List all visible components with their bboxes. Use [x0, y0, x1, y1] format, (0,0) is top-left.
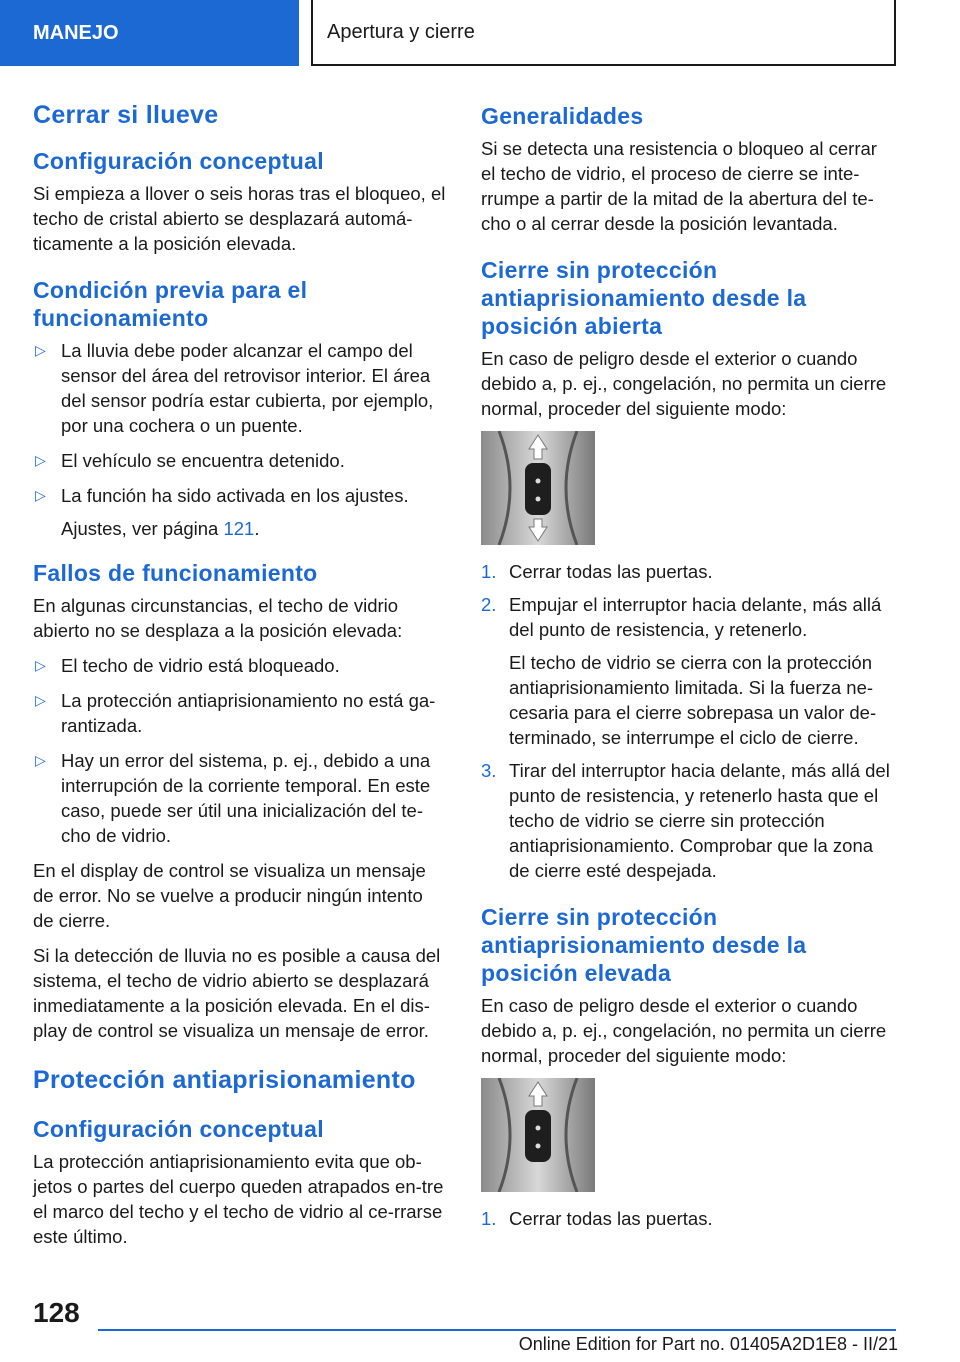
precondition-list — [33, 338, 448, 541]
heading-general: Generalidades — [481, 103, 644, 129]
list-item: 2. Empujar el interruptor hacia delante, más allá del punto de resistencia, y retenerlo. El techo de vidrio se cierra con la protección antiaprisionamiento limitada. Si la fuerza ne-cesaria para el cierre sobrepasa un valor de-terminado, se interrumpe el ciclo de cierre. — [481, 592, 896, 750]
raised-steps-list — [481, 1206, 896, 1231]
page-number: 128 — [33, 1297, 80, 1328]
paragraph-concept-1: Si empieza a llover o seis horas tras el bloqueo, el techo de cristal abierto se desplazará automá-ticamente a la posición elevada. — [33, 183, 446, 255]
fault-list — [33, 653, 448, 848]
footer-divider — [98, 1329, 896, 1331]
settings-reference: Ajustes, ver página 121. — [61, 518, 260, 540]
footer-edition: Online Edition for Part no. 01405A2D1E8 - II/21 — [518, 1334, 898, 1354]
triangle-bullet-icon: ▷ — [35, 487, 46, 504]
paragraph-faults: En algunas circunstancias, el techo de vidrio abierto no se desplaza a la posición elevada: — [33, 595, 403, 642]
list-item: ▷ La lluvia debe poder alcanzar el campo del sensor del área del retrovisor interior. El área del sensor podría estar cubierta, por ejemplo, por una cochera o un puente. — [35, 340, 434, 437]
roof-switch-icon — [481, 1078, 595, 1192]
step-note: El techo de vidrio se cierra con la protección antiaprisionamiento limitada. Si la fuerza ne-cesaria para el cierre sobrepasa un valor de-terminado, se interrumpe el ciclo de cierre. — [509, 652, 877, 749]
triangle-bullet-icon: ▷ — [35, 752, 46, 769]
list-item: 1. Cerrar todas las puertas. — [481, 561, 713, 583]
heading-concept-2: Configuración conceptual — [33, 1115, 324, 1142]
triangle-bullet-icon: ▷ — [35, 692, 46, 709]
list-item: ▷ La función ha sido activada en los ajustes. Ajustes, ver página 121. — [33, 483, 448, 541]
paragraph-close-open: En caso de peligro desde el exterior o cuando debido a, p. ej., congelación, no permita un cierre normal, proceder del siguiente modo: — [481, 348, 887, 420]
list-item: ▷ El vehículo se encuentra detenido. — [35, 450, 345, 472]
list-item: ▷ Hay un error del sistema, p. ej., debido a una interrupción de la corriente temporal. En este caso, puede ser útil una inicialización del te-cho de vidrio. — [35, 750, 431, 847]
page-title — [311, 0, 896, 66]
page-link[interactable]: 121 — [223, 518, 255, 540]
list-item: 1. Cerrar todas las puertas. — [481, 1208, 713, 1230]
list-item: ▷ El techo de vidrio está bloqueado. — [35, 655, 340, 677]
paragraph-detect: Si la detección de lluvia no es posible a causa del sistema, el techo de vidrio abierto se desplazará inmediatamente a la posición elevada. En el dis-play de control se visualiza un mensaje de error. — [33, 945, 441, 1042]
triangle-bullet-icon: ▷ — [35, 657, 46, 674]
heading-concept-1: Configuración conceptual — [33, 148, 324, 175]
chapter-title: Apertura y cierre — [327, 20, 475, 43]
triangle-bullet-icon: ▷ — [35, 342, 46, 359]
heading-close-open: Cierre sin protección antiaprisionamiento desde la posición abierta — [481, 257, 807, 340]
heading-rain: Cerrar si llueve — [33, 101, 219, 129]
heading-faults: Fallos de funcionamiento — [33, 560, 318, 587]
triangle-bullet-icon: ▷ — [35, 452, 46, 469]
heading-antitrap: Protección antiaprisionamiento — [33, 1066, 416, 1095]
paragraph-concept-2: La protección antiaprisionamiento evita que ob-jetos o partes del cuerpo queden atrapados en-tre el marco del techo y el techo de vidrio al ce-rrarse este último. — [33, 1150, 444, 1247]
section-tab: MANEJO — [0, 0, 299, 66]
list-item: 3. Tirar del interruptor hacia delante, más allá del punto de resistencia, y retenerlo hasta que el techo de vidrio se cierre sin protección antiaprisionamiento. Comprobar que la zona de cierre esté despejada. — [481, 760, 890, 882]
left-column — [33, 96, 448, 1259]
list-item: ▷ La protección antiaprisionamiento no está ga-rantizada. — [35, 690, 436, 737]
heading-precondition: Condición previa para el funcionamiento — [33, 277, 308, 332]
paragraph-display: En el display de control se visualiza un mensaje de error. No se vuelve a producir ningún intento de cierre. — [33, 860, 426, 932]
paragraph-close-raised: En caso de peligro desde el exterior o cuando debido a, p. ej., congelación, no permita un cierre normal, proceder del siguiente modo: — [481, 995, 887, 1067]
open-steps-list — [481, 559, 896, 883]
heading-close-raised: Cierre sin protección antiaprisionamiento desde la posición elevada — [481, 904, 807, 987]
paragraph-general: Si se detecta una resistencia o bloqueo al cerrar el techo de vidrio, el proceso de cierre se inte-rrumpe a partir de la mitad de la abertura del te-cho o al cerrar desde la posición levantada. — [481, 138, 877, 235]
right-column — [481, 96, 896, 1241]
roof-switch-icon — [481, 431, 595, 545]
